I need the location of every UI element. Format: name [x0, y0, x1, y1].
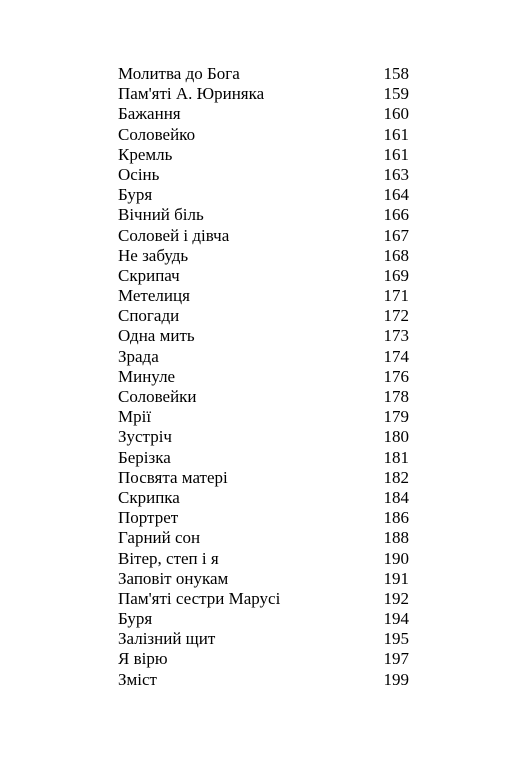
toc-entry-page-number: 186	[383, 508, 409, 528]
toc-entry-title: Спогади	[118, 306, 180, 326]
toc-entry-page-number: 163	[383, 164, 409, 184]
toc-entry	[118, 448, 409, 468]
toc-entry-page-number: 161	[383, 124, 409, 144]
toc-entry	[118, 649, 409, 669]
toc-entry	[118, 367, 409, 387]
toc-entry-title: Я вірю	[118, 649, 168, 669]
toc-entry-title: Пам'яті А. Юриняка	[118, 84, 265, 104]
toc-entry-page-number: 171	[383, 286, 409, 306]
toc-entry-title: Соловей і дівча	[118, 225, 230, 245]
toc-entry-title: Посвята матері	[118, 467, 228, 487]
toc-entry-title: Буря	[118, 609, 153, 629]
toc-entry	[118, 629, 409, 649]
toc-entry-title: Заповіт онукам	[118, 568, 229, 588]
toc-entry-title: Осінь	[118, 164, 160, 184]
toc-entry	[118, 326, 409, 346]
toc-entry-page-number: 164	[383, 185, 409, 205]
toc-entry-title: Скрипач	[118, 265, 180, 285]
toc-entry	[118, 528, 409, 548]
toc-entry-title: Залізний щит	[118, 629, 216, 649]
toc-entry-page-number: 191	[383, 568, 409, 588]
toc-entry	[118, 165, 409, 185]
toc-entry-page-number: 159	[383, 84, 409, 104]
toc-entry-page-number: 161	[383, 144, 409, 164]
toc-entry	[118, 670, 409, 690]
toc-entry-page-number: 167	[383, 225, 409, 245]
toc-entry	[118, 205, 409, 225]
toc-entry-page-number: 180	[383, 427, 409, 447]
toc-entry-title: Зустріч	[118, 427, 172, 447]
toc-entry	[118, 246, 409, 266]
toc-entry-page-number: 184	[383, 487, 409, 507]
toc-entry-title: Мрії	[118, 407, 152, 427]
toc-entry	[118, 508, 409, 528]
toc-entry	[118, 569, 409, 589]
toc-entry-page-number: 160	[383, 104, 409, 124]
toc-entry-page-number: 199	[383, 669, 409, 689]
toc-entry-title: Буря	[118, 185, 153, 205]
toc-entry	[118, 104, 409, 124]
toc-entry	[118, 64, 409, 84]
toc-entry-page-number: 192	[383, 588, 409, 608]
toc-entry-title: Гарний сон	[118, 528, 201, 548]
toc-entry-title: Зрада	[118, 346, 159, 366]
toc-entry-title: Бажання	[118, 104, 181, 124]
toc-entry	[118, 387, 409, 407]
toc-entry	[118, 145, 409, 165]
toc-entry	[118, 84, 409, 104]
toc-entry-title: Вітер, степ і я	[118, 548, 219, 568]
toc-entry-page-number: 195	[383, 629, 409, 649]
toc-entry-page-number: 194	[383, 609, 409, 629]
toc-entry	[118, 306, 409, 326]
toc-entry-title: Портрет	[118, 508, 179, 528]
toc-entry-title: Берізка	[118, 447, 171, 467]
toc-entry-page-number: 178	[383, 387, 409, 406]
toc-entry	[118, 347, 409, 367]
toc-entry-page-number: 174	[383, 346, 409, 366]
toc-entry	[118, 549, 409, 569]
toc-entry-page-number: 188	[383, 528, 409, 548]
toc-entry	[118, 488, 409, 508]
toc-entry-page-number: 169	[383, 265, 409, 285]
toc-entry	[118, 427, 409, 447]
toc-entry-page-number: 182	[383, 467, 409, 487]
toc-entry	[118, 125, 409, 145]
toc-entry-page-number: 168	[383, 245, 409, 265]
toc-entry-page-number: 181	[383, 447, 409, 467]
toc-entry	[118, 226, 409, 246]
toc-entry-page-number: 179	[383, 407, 409, 427]
toc-entry-title: Кремль	[118, 144, 173, 164]
table-of-contents	[118, 64, 409, 690]
toc-entry-page-number: 166	[383, 205, 409, 225]
toc-entry-title: Вічний біль	[118, 205, 204, 225]
toc-entry-title: Соловейки	[118, 387, 197, 406]
toc-entry	[118, 266, 409, 286]
toc-entry-page-number: 172	[383, 306, 409, 326]
toc-entry-title: Не забудь	[118, 245, 189, 265]
toc-entry-title: Минуле	[118, 366, 176, 386]
toc-entry	[118, 407, 409, 427]
toc-entry-page-number: 173	[383, 326, 409, 346]
toc-entry	[118, 589, 409, 609]
toc-entry-title: Молитва до Бога	[118, 64, 240, 83]
toc-entry-title: Метелиця	[118, 286, 190, 306]
toc-entry-title: Скрипка	[118, 487, 180, 507]
toc-entry-title: Зміст	[118, 669, 157, 689]
toc-entry-title: Соловейко	[118, 124, 196, 144]
toc-entry	[118, 185, 409, 205]
toc-entry-page-number: 158	[383, 64, 409, 83]
toc-entry-page-number: 176	[383, 366, 409, 386]
toc-entry	[118, 286, 409, 306]
toc-entry	[118, 468, 409, 488]
toc-entry-title: Одна мить	[118, 326, 195, 346]
toc-entry	[118, 609, 409, 629]
toc-entry-title: Пам'яті сестри Марусі	[118, 588, 281, 608]
toc-entry-page-number: 190	[383, 548, 409, 568]
toc-entry-page-number: 197	[383, 649, 409, 669]
